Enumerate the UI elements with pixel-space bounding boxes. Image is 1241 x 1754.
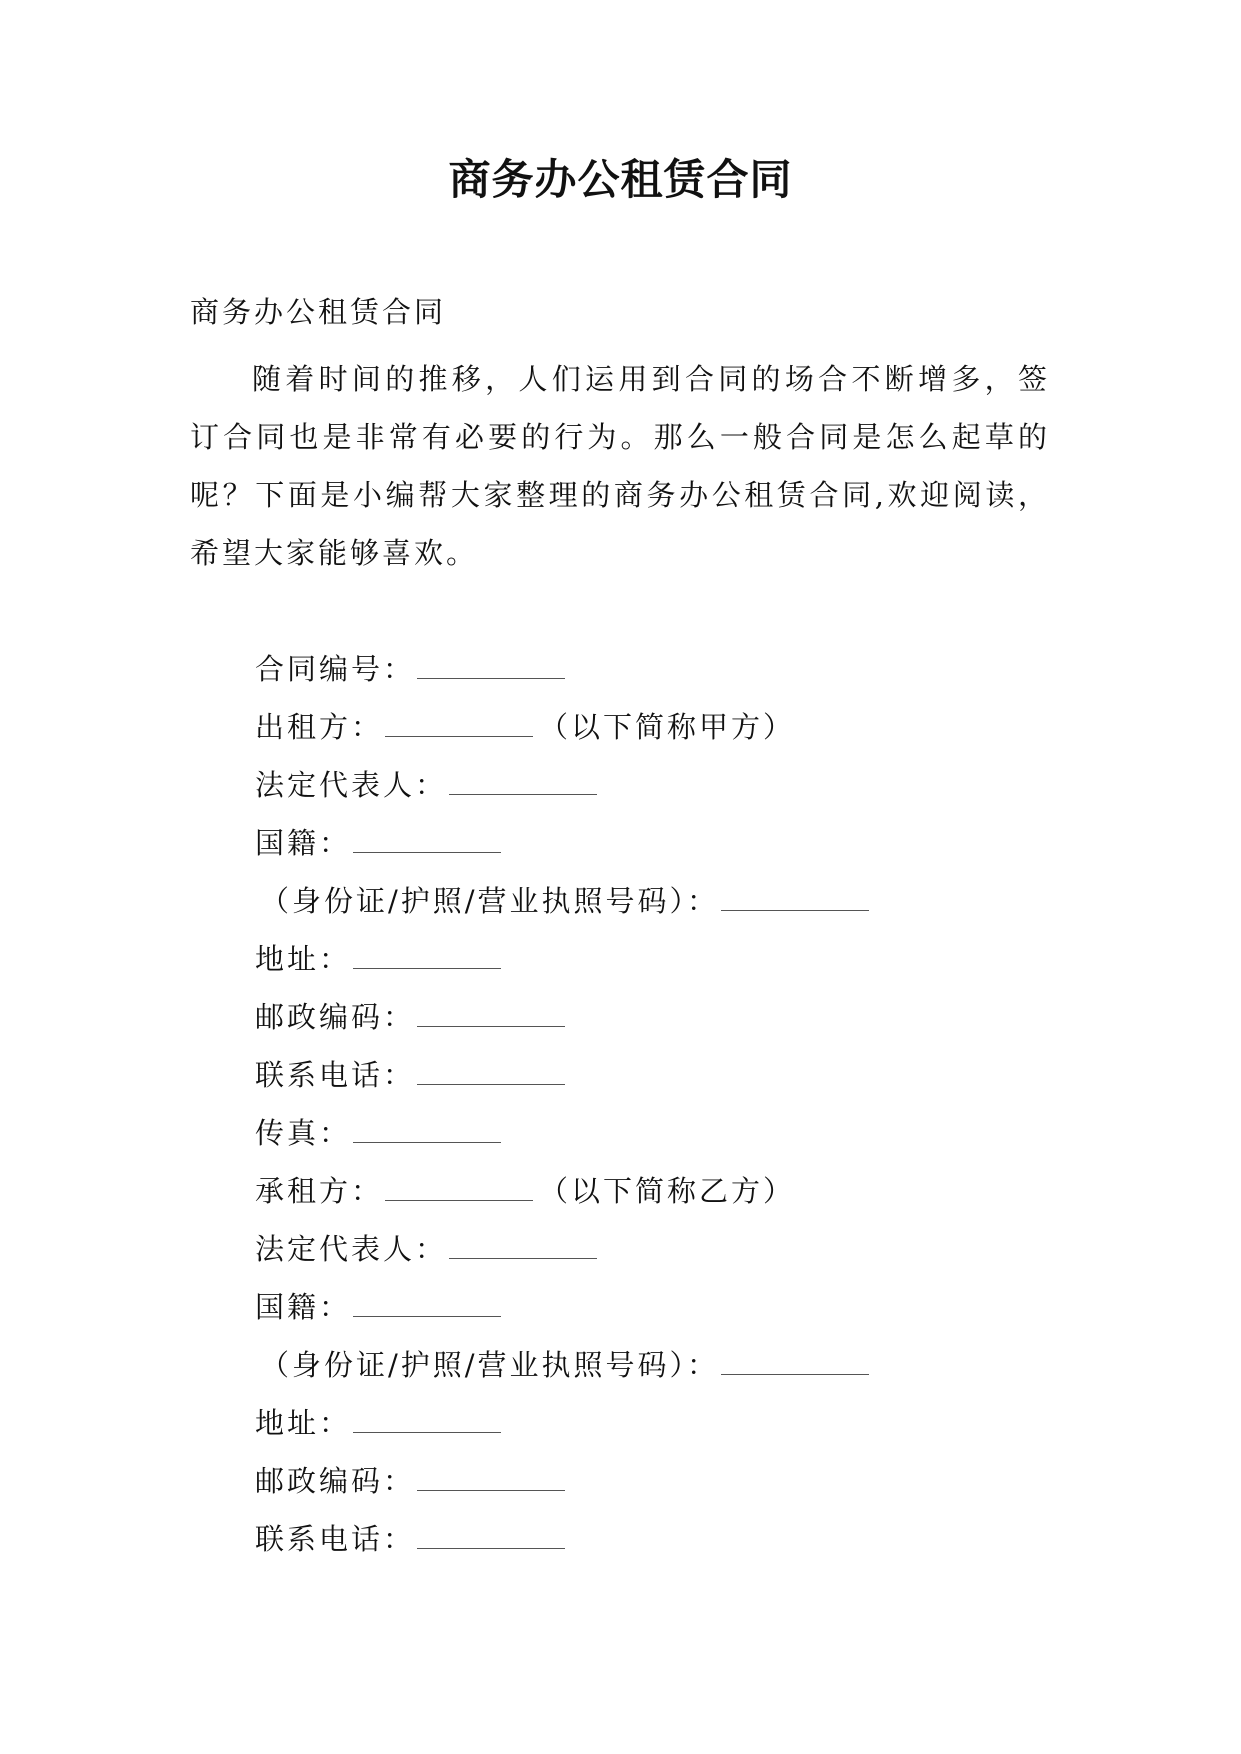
field-lessee xyxy=(255,1162,875,1220)
field-lessee-address xyxy=(255,1394,875,1452)
field-label: 地址： xyxy=(255,942,352,976)
document-subtitle: 商务办公租赁合同 xyxy=(190,295,447,329)
field-contract-number xyxy=(255,640,875,698)
field-label: （身份证/护照/营业执照号码）： xyxy=(260,1348,720,1382)
blank-line[interactable] xyxy=(417,1462,565,1491)
field-suffix: （以下简称乙方） xyxy=(539,1174,796,1208)
field-label: 地址： xyxy=(255,1406,352,1440)
blank-line[interactable] xyxy=(721,1346,869,1375)
blank-line[interactable] xyxy=(353,1404,501,1433)
field-lessee-nationality xyxy=(255,1278,875,1336)
field-label: 合同编号： xyxy=(255,652,416,686)
blank-line[interactable] xyxy=(417,998,565,1027)
field-lessee-id-number xyxy=(260,1336,875,1394)
field-label: （身份证/护照/营业执照号码）： xyxy=(260,884,720,918)
field-lessee-postcode xyxy=(255,1452,875,1510)
field-label: 传真： xyxy=(255,1116,352,1150)
field-lessor-nationality xyxy=(255,814,875,872)
blank-line[interactable] xyxy=(385,1172,533,1201)
field-lessor-address xyxy=(255,930,875,988)
blank-line[interactable] xyxy=(417,650,565,679)
field-lessee-legal-rep xyxy=(255,1220,875,1278)
field-label: 邮政编码： xyxy=(255,1464,416,1498)
blank-line[interactable] xyxy=(449,1230,597,1259)
field-lessor xyxy=(255,698,875,756)
field-lessor-legal-rep xyxy=(255,756,875,814)
field-lessor-id-number xyxy=(260,872,875,930)
blank-line[interactable] xyxy=(449,766,597,795)
blank-line[interactable] xyxy=(353,940,501,969)
blank-line[interactable] xyxy=(417,1056,565,1085)
field-label: 邮政编码： xyxy=(255,1000,416,1034)
field-lessor-phone xyxy=(255,1046,875,1104)
document-title: 商务办公租赁合同 xyxy=(448,155,793,204)
blank-line[interactable] xyxy=(353,1114,501,1143)
field-label: 出租方： xyxy=(255,710,384,744)
blank-line[interactable] xyxy=(417,1520,565,1549)
field-label: 法定代表人： xyxy=(255,768,448,802)
field-suffix: （以下简称甲方） xyxy=(539,710,796,744)
field-label: 国籍： xyxy=(255,826,352,860)
field-label: 国籍： xyxy=(255,1290,352,1324)
field-lessor-postcode xyxy=(255,988,875,1046)
blank-line[interactable] xyxy=(385,708,533,737)
contract-fields xyxy=(255,640,875,1568)
field-label: 联系电话： xyxy=(255,1522,416,1556)
blank-line[interactable] xyxy=(353,824,501,853)
field-label: 承租方： xyxy=(255,1174,384,1208)
blank-line[interactable] xyxy=(721,882,869,911)
field-label: 联系电话： xyxy=(255,1058,416,1092)
field-lessee-phone xyxy=(255,1510,875,1568)
field-lessor-fax xyxy=(255,1104,875,1162)
field-label: 法定代表人： xyxy=(255,1232,448,1266)
intro-paragraph: 随着时间的推移，人们运用到合同的场合不断增多，签订合同也是非常有必要的行为。那么一般合同是怎么起草的呢？下面是小编帮大家整理的商务办公租赁合同,欢迎阅读，希望大家能够喜欢。 xyxy=(190,362,1050,570)
blank-line[interactable] xyxy=(353,1288,501,1317)
